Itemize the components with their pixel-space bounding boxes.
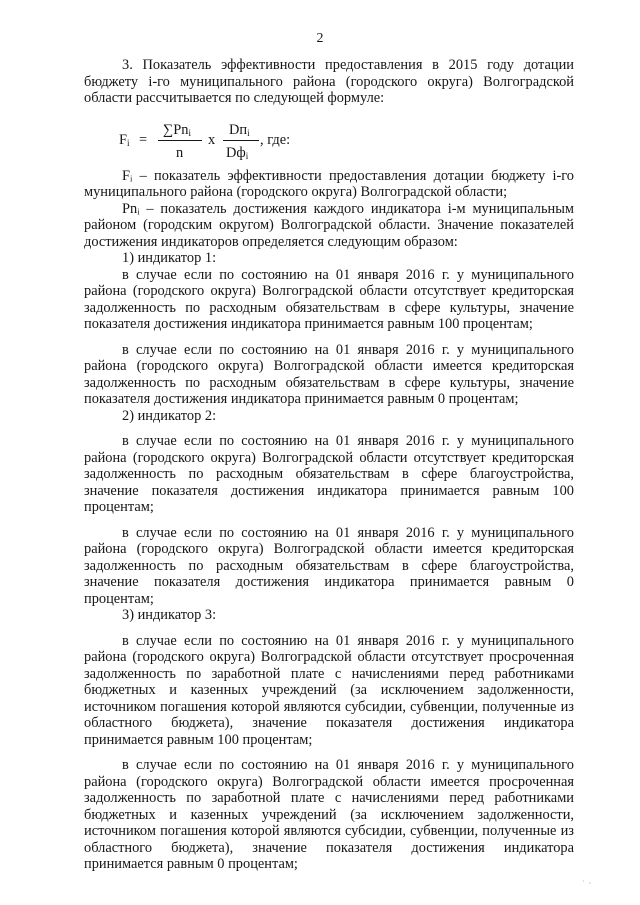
indicator-3-case-b: в случае если по состоянию на 01 января 2016 г. у муниципального района (городского округа) Волгоградской области имеется просроченная задолженность по заработной плате с начислениями перед работниками бюджетных и казенных учреждений (за исключением задолженности, источником погашения которой являются субсидии, субвенции, полученные из областного бюджета), значение показателя достижения индикатора принимается равным 0 процентам; bbox=[84, 757, 574, 872]
formula-times: x bbox=[208, 131, 216, 148]
indicator-2-heading: 2) индикатор 2: bbox=[122, 407, 217, 424]
page-number: 2 bbox=[316, 31, 324, 46]
indicator-2-case-a: в случае если по состоянию на 01 января 2016 г. у муниципального района (городского округа) Волгоградской области отсутствует кредиторская задолженность по расходным обязательствам в сфере благоустройства, значение показателя достижения индикатора принимается равным 100 процентам; bbox=[84, 433, 574, 515]
formula-lhs: $F_i$ bbox=[119, 131, 130, 148]
indicator-3-case-a: в случае если по состоянию на 01 января 2016 г. у муниципального района (городского округа) Волгоградской области отсутствует просроченная задолженность по заработной плате с начислениями перед работниками бюджетных и казенных учреждений (за исключением задолженности, источником погашения которой являются субсидии, субвенции, полученные из областного бюджета), значение показателя достижения индикатора принимается равным 100 процентам; bbox=[84, 632, 574, 748]
indicator-2-case-b: в случае если по состоянию на 01 января 2016 г. у муниципального района (городского округа) Волгоградской области имеется кредиторская задолженность по расходным обязательствам в сфере благоустройства, значение показателя достижения индикатора принимается равным 0 процентам; bbox=[84, 524, 574, 607]
indicator-3-heading: 3) индикатор 3: bbox=[122, 607, 217, 623]
formula-denominator-2: $Dф_i$ bbox=[226, 144, 249, 161]
formula-numerator-1: $\sum Pn_i$ bbox=[163, 121, 191, 138]
document-body bbox=[84, 57, 574, 873]
formula-suffix: , где: bbox=[260, 131, 291, 148]
formula-equals: = bbox=[139, 131, 148, 148]
indicator-1-case-b: в случае если по состоянию на 01 января 2016 г. у муниципального района (городского округа) Волгоградской области имеется кредиторская задолженность по расходным обязательствам в сфере культуры, значение показателя достижения индикатора принимается равным 0 процентам; bbox=[84, 341, 574, 407]
indicator-1-case-a: в случае если по состоянию на 01 января 2016 г. у муниципального района (городского округа) Волгоградской области отсутствует кредиторская задолженность по расходным обязательствам в сфере культуры, значение показателя достижения индикатора принимается равным 100 процентам; bbox=[84, 266, 574, 332]
indicator-1-heading: 1) индикатор 1: bbox=[122, 250, 217, 266]
formula-denominator-1: n bbox=[176, 144, 184, 161]
definition-pn: Pnᵢ – показатель достижения каждого индикатора i-м муниципальным районом (городским округом) Волгоградской области. Значение показателей достижения индикаторов определяется следующим образом: bbox=[84, 200, 574, 250]
intro-paragraph: 3. Показатель эффективности предоставления в 2015 году дотации бюджету i-го муниципального района (городского округа) Волгоградской области рассчитывается по следующей формуле: bbox=[84, 57, 574, 106]
definition-f: Fᵢ – показатель эффективности предоставления дотации бюджету i-го муниципального района (городского округа) Волгоградской области; bbox=[84, 167, 574, 200]
scan-mark: ˙ · bbox=[582, 879, 593, 888]
fraction-bar-1 bbox=[158, 140, 202, 141]
formula-numerator-2: $Dп_i$ bbox=[229, 121, 250, 138]
fraction-bar-2 bbox=[223, 140, 259, 141]
efficiency-formula bbox=[84, 118, 574, 160]
